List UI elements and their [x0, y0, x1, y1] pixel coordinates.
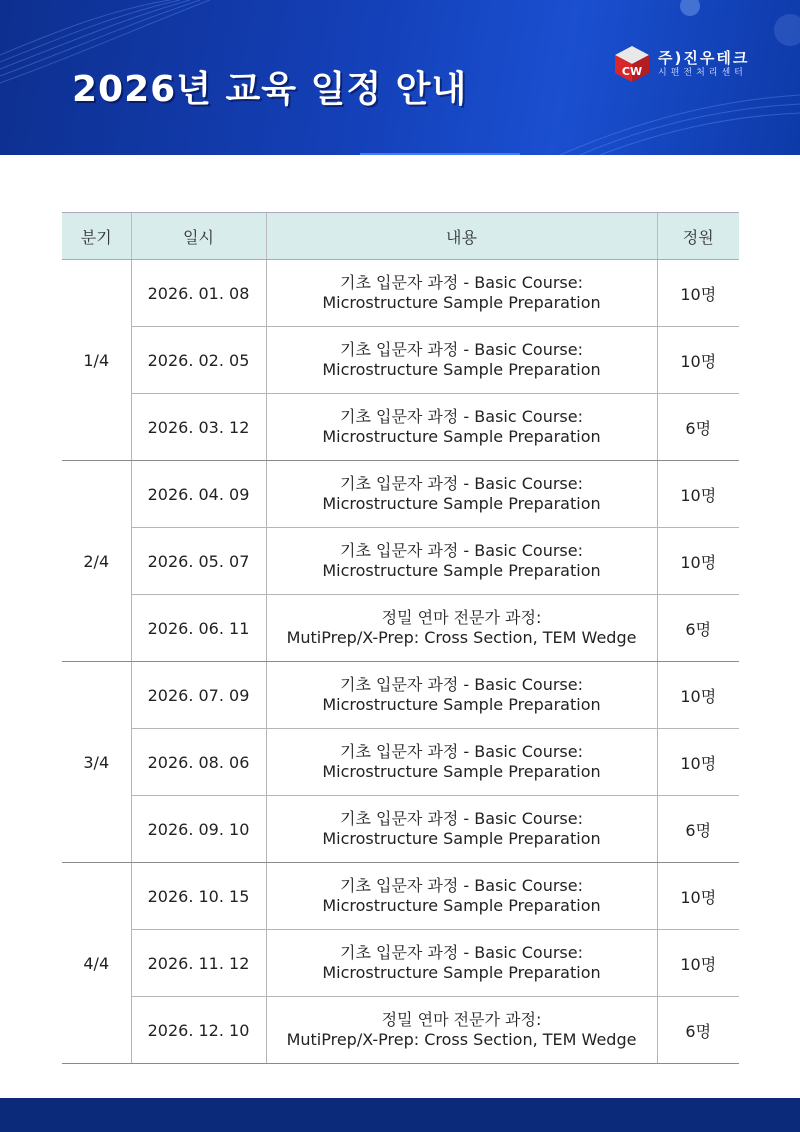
column-header-content: 내용 — [266, 213, 657, 260]
date-cell: 2026. 01. 08 — [131, 260, 266, 327]
date-cell: 2026. 08. 06 — [131, 729, 266, 796]
content-line: 정밀 연마 전문가 과정: — [381, 1010, 542, 1029]
content-line: 기초 입문자 과정 - Basic Course: — [339, 340, 583, 359]
header-accent-line — [360, 153, 520, 155]
content-line: 기초 입문자 과정 - Basic Course: — [339, 474, 583, 493]
table-row — [62, 930, 739, 997]
table-row — [62, 595, 739, 662]
capacity-cell: 10명 — [657, 729, 739, 796]
content-cell — [266, 461, 657, 528]
logo-mark-text: CW — [621, 65, 643, 78]
table-row — [62, 796, 739, 863]
content-line: 기초 입문자 과정 - Basic Course: — [339, 273, 583, 292]
content-cell — [266, 863, 657, 930]
date-cell: 2026. 05. 07 — [131, 528, 266, 595]
date-cell: 2026. 07. 09 — [131, 662, 266, 729]
date-cell: 2026. 03. 12 — [131, 394, 266, 461]
content-cell — [266, 729, 657, 796]
content-line: Microstructure Sample Preparation — [322, 762, 601, 781]
content-line: Microstructure Sample Preparation — [322, 829, 601, 848]
table-row — [62, 528, 739, 595]
table-row — [62, 863, 739, 930]
company-logo — [612, 44, 749, 84]
content-line: Microstructure Sample Preparation — [322, 360, 601, 379]
logo-cube-icon — [612, 44, 652, 84]
content-line: Microstructure Sample Preparation — [322, 695, 601, 714]
table-row — [62, 461, 739, 528]
table-header-row — [62, 213, 739, 260]
content-line: Microstructure Sample Preparation — [322, 561, 601, 580]
table-row — [62, 997, 739, 1064]
page-header — [0, 0, 800, 155]
date-cell: 2026. 12. 10 — [131, 997, 266, 1064]
content-cell — [266, 997, 657, 1064]
content-line: MutiPrep/X-Prep: Cross Section, TEM Wedge — [286, 628, 637, 647]
date-cell: 2026. 02. 05 — [131, 327, 266, 394]
schedule-body — [62, 260, 739, 1064]
column-header-quarter: 분기 — [62, 213, 131, 260]
content-cell — [266, 930, 657, 997]
date-cell: 2026. 06. 11 — [131, 595, 266, 662]
capacity-cell: 10명 — [657, 930, 739, 997]
content-line: 기초 입문자 과정 - Basic Course: — [339, 541, 583, 560]
content-line: 기초 입문자 과정 - Basic Course: — [339, 809, 583, 828]
capacity-cell: 6명 — [657, 997, 739, 1064]
content-cell — [266, 260, 657, 327]
quarter-cell: 1/4 — [62, 260, 131, 461]
table-row — [62, 662, 739, 729]
content-cell — [266, 327, 657, 394]
quarter-cell: 4/4 — [62, 863, 131, 1064]
capacity-cell: 10명 — [657, 863, 739, 930]
content-line: 기초 입문자 과정 - Basic Course: — [339, 742, 583, 761]
content-line: 정밀 연마 전문가 과정: — [381, 608, 542, 627]
date-cell: 2026. 10. 15 — [131, 863, 266, 930]
content-cell — [266, 394, 657, 461]
content-line: Microstructure Sample Preparation — [322, 963, 601, 982]
date-cell: 2026. 09. 10 — [131, 796, 266, 863]
content-cell — [266, 662, 657, 729]
capacity-cell: 10명 — [657, 528, 739, 595]
content-line: Microstructure Sample Preparation — [322, 494, 601, 513]
content-line: 기초 입문자 과정 - Basic Course: — [339, 943, 583, 962]
column-header-capacity: 정원 — [657, 213, 739, 260]
content-line: 기초 입문자 과정 - Basic Course: — [339, 675, 583, 694]
date-cell: 2026. 11. 12 — [131, 930, 266, 997]
date-cell: 2026. 04. 09 — [131, 461, 266, 528]
schedule-table — [62, 212, 739, 1064]
capacity-cell: 6명 — [657, 394, 739, 461]
table-row — [62, 729, 739, 796]
table-row — [62, 260, 739, 327]
content-line: Microstructure Sample Preparation — [322, 293, 601, 312]
content-cell — [266, 595, 657, 662]
quarter-cell: 2/4 — [62, 461, 131, 662]
content-cell — [266, 528, 657, 595]
capacity-cell: 10명 — [657, 260, 739, 327]
page-title: 2026년 교육 일정 안내 — [72, 69, 468, 110]
content-line: Microstructure Sample Preparation — [322, 427, 601, 446]
capacity-cell: 10명 — [657, 327, 739, 394]
table-row — [62, 394, 739, 461]
page-footer — [0, 1098, 800, 1132]
company-subtitle: 시편전처리센터 — [658, 68, 747, 78]
content-line: Microstructure Sample Preparation — [322, 896, 601, 915]
content-line: MutiPrep/X-Prep: Cross Section, TEM Wedge — [286, 1030, 637, 1049]
capacity-cell: 6명 — [657, 796, 739, 863]
capacity-cell: 10명 — [657, 662, 739, 729]
content-line: 기초 입문자 과정 - Basic Course: — [339, 876, 583, 895]
company-name: 주)진우테크 — [658, 49, 750, 67]
content-line: 기초 입문자 과정 - Basic Course: — [339, 407, 583, 426]
column-header-date: 일시 — [131, 213, 266, 260]
table-row — [62, 327, 739, 394]
quarter-cell: 3/4 — [62, 662, 131, 863]
capacity-cell: 6명 — [657, 595, 739, 662]
content-cell — [266, 796, 657, 863]
capacity-cell: 10명 — [657, 461, 739, 528]
